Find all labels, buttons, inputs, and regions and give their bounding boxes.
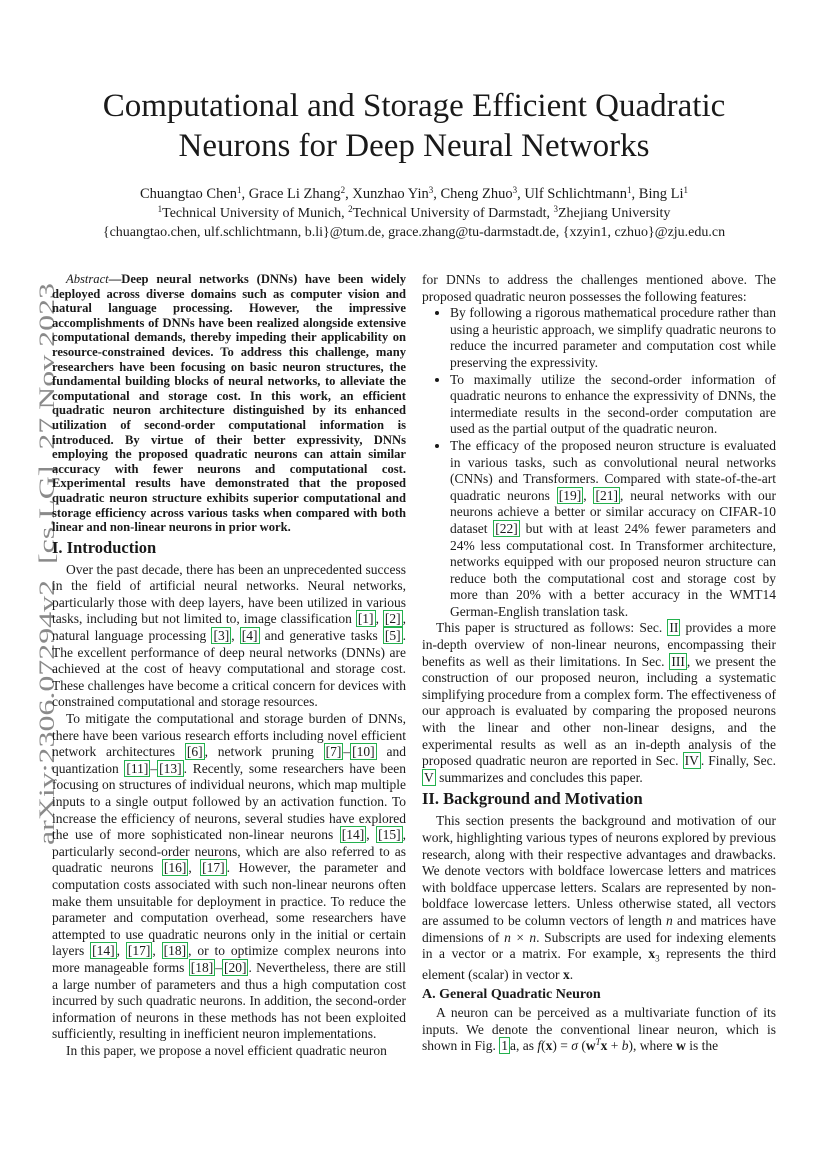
citation-link[interactable]: [2] <box>384 611 401 627</box>
author-separator: , <box>433 186 441 202</box>
text-run: The efficacy of the proposed neuron structure is evaluated in various tasks, such as convolutional neural networks (CNNs) and Transformers. Compared with state-of-the-art quadratic neurons <box>450 437 776 503</box>
citation-link[interactable]: [7] <box>325 744 342 760</box>
author-separator: , <box>517 186 525 202</box>
feature-bullet <box>450 305 776 371</box>
text-run: ) = <box>552 1038 572 1054</box>
text-run: , we present the construction of our proposed neuron, including a systematic simplifying procedure from a complex form. The effectiveness of our approach is evaluated by comparing the proposed neurons with the linear and other non-linear designs, and the experimental results as well as an in-depth analysis of the proposed quadratic neuron are reported in Sec. <box>422 653 776 769</box>
general-quadratic-neuron-paragraph <box>422 1005 776 1055</box>
introduction-body <box>52 562 406 1060</box>
text-run: , natural language processing <box>52 611 407 644</box>
arxiv-stamp-text: arXiv:2306.07294v2 [cs.LG] 27 Nov 2023 <box>34 448 59 845</box>
text-run: and quantization <box>52 744 406 776</box>
affiliation-name: Zhejiang University <box>557 206 671 221</box>
text-run: To maximally utilize the second-order information of quadratic neurons to enhance the expressivity of DNNs, the intermediate results in the second-order computation are used as the partial output of the quadratic neuron. <box>450 371 776 437</box>
affiliation-separator: , <box>341 206 349 221</box>
affiliation-separator: , <box>546 206 554 221</box>
citation-link[interactable]: II <box>669 620 679 636</box>
text-run: . Recently, some researchers have been focusing on structures of individual neurons, which map multiple inputs to a single output followed by an activation function. To increase the efficiency of neurons, several studies have explored the use of more sophisticated non-linear neurons <box>52 760 406 843</box>
citation-link[interactable]: [21] <box>595 487 618 503</box>
text-run: a, as <box>510 1038 538 1054</box>
author-affiliation-mark: 1 <box>627 185 632 195</box>
text-run: Over the past decade, there has been an unprecedented success in the field of artificial neural networks. Neural networks, particularly those with deep layers, have been utilized in various tasks, including but not limited to, image classification <box>52 561 406 627</box>
citation-link[interactable]: [17] <box>202 860 225 876</box>
abstract-text: —Deep neural networks (DNNs) have been widely deployed across diverse domains such as computer vision and natural language processing. However, the impressive accomplishments of DNNs have been realized alongside extensive computational demands, thereby impeding their applicability on resource-constrained devices. To address this challenge, many researchers have been focusing on basic neuron structures, the fundamental building blocks of neural networks, to alleviate the computational and storage cost. In this work, an efficient quadratic neuron architecture distinguished by its enhanced utilization of second-order computational information is introduced. By virtue of their better expressivity, DNNs employing the proposed quadratic neurons can attain similar accuracy with fewer neurons and computational cost. Experimental results have demonstrated that the proposed quadratic neuron structure exhibits superior computational and storage efficiency across various tasks when compared with both linear and non-linear neurons in prior work. <box>52 272 406 535</box>
citation-link[interactable]: [20] <box>223 959 247 975</box>
citation-link[interactable]: [16] <box>163 860 187 876</box>
section-heading-background: II. Background and Motivation <box>422 789 643 809</box>
citation-link[interactable]: [19] <box>558 487 582 503</box>
text-run: . <box>569 967 574 983</box>
author-separator: , <box>241 186 249 202</box>
author-affiliation-mark: 3 <box>428 185 434 195</box>
author-affiliation-mark: 3 <box>512 185 518 195</box>
author-affiliation-mark: 1 <box>683 185 688 195</box>
text-run: , <box>366 827 377 843</box>
math-subscript: 3 <box>655 953 660 964</box>
citation-link[interactable]: [18] <box>163 943 187 959</box>
citation-link[interactable]: [22] <box>495 520 518 536</box>
math-vector: x <box>600 1038 608 1054</box>
paper-title <box>60 86 768 166</box>
affiliation-name: Technical University of Darmstadt <box>352 206 547 221</box>
math-symbol: n × n <box>504 929 537 945</box>
math-symbol: σ <box>571 1038 578 1054</box>
math-vector: x <box>545 1038 553 1054</box>
text-run: ( <box>577 1038 586 1054</box>
text-run: . However, the parameter and computation costs associated with such non-linear neurons often make them unsuitable for deployment in practice. To reduce the parameter and computation overhead, some researchers have attempted to use quadratic neurons only in the initial or certain layers <box>52 860 406 959</box>
math-symbol: b <box>621 1038 629 1054</box>
citation-link[interactable]: [6] <box>186 744 203 760</box>
math-symbol: f <box>537 1038 542 1054</box>
abstract <box>52 272 406 535</box>
citation-link[interactable]: [14] <box>92 943 115 959</box>
affiliation-mark: 1 <box>157 204 163 214</box>
author-name: Bing Li <box>638 186 684 202</box>
citation-link[interactable]: [10] <box>352 744 375 760</box>
text-run: + <box>607 1038 622 1054</box>
text-run: By following a rigorous mathematical procedure rather than using a heuristic approach, we simplify quadratic neurons to reduce the incurred parameter and computation cost while preserving the expressivity. <box>450 305 776 370</box>
text-run: ( <box>541 1038 546 1054</box>
subsection-heading-general-quadratic-neuron: A. General Quadratic Neuron <box>422 987 601 1003</box>
text-run: – <box>343 744 351 760</box>
citation-link[interactable]: [5] <box>384 628 401 644</box>
body-paragraph <box>52 1043 406 1060</box>
author-name: Xunzhao Yin <box>352 186 429 202</box>
math-vector: w <box>676 1038 686 1054</box>
text-run: provides a more in-depth overview of non-linear neurons, encompassing their benefits as well as their limitations. In Sec. <box>422 620 776 669</box>
body-paragraph <box>52 562 406 711</box>
intro-continuation: for DNNs to address the challenges mentioned above. The proposed quadratic neuron possesses the following features: <box>422 272 776 304</box>
author-separator: , <box>345 186 353 202</box>
text-run: represents the third element (scalar) in vector <box>422 946 777 983</box>
author-affiliation-mark: 2 <box>340 185 346 195</box>
text-run: is the <box>685 1038 719 1054</box>
citation-link[interactable]: [1] <box>357 611 374 627</box>
email-list: {chuangtao.chen, ulf.schlichtmann, b.li}@tum.de, grace.zhang@tu-darmstadt.de, {xzyin1, czhuo}@zju.edu.cn <box>102 225 726 240</box>
author-name: Chuangtao Chen <box>139 186 238 202</box>
left-column <box>52 272 406 1060</box>
citation-link[interactable]: [15] <box>378 827 401 843</box>
citation-link[interactable]: [4] <box>241 628 258 644</box>
citation-link[interactable]: III <box>671 653 685 669</box>
math-vector: x <box>648 946 656 962</box>
text-run: . Subscripts are used for indexing elements in a vector or a matrix. For example, <box>422 929 776 962</box>
citation-link[interactable]: [3] <box>213 628 230 644</box>
citation-link[interactable]: [13] <box>159 760 182 776</box>
text-run: . Nevertheless, there are still a large number of parameters and thus a high computation cost incurred by such quadratic neurons. In addition, the second-order information of neurons in these methods has not been exploited sufficiently, resulting in inefficient neuron implementations. <box>52 959 406 1042</box>
affiliation-list <box>60 204 768 223</box>
citation-link[interactable]: 1 <box>501 1038 509 1054</box>
author-name: Grace Li Zhang <box>248 186 341 202</box>
feature-list <box>422 305 776 620</box>
citation-link[interactable]: V <box>424 769 434 785</box>
feature-bullet <box>450 438 776 621</box>
text-run: , <box>152 943 162 959</box>
author-affiliation-mark: 1 <box>237 185 242 195</box>
text-run: and matrices have dimensions of <box>422 912 777 945</box>
text-run: but with at least 24% fewer parameters and 24% less computational cost. In Transformer architecture, networks equipped with our proposed neuron structure can reduce both the computational cost and storage cost by more than 20% with a better accuracy in the WMT14 German-English translation task. <box>450 520 776 619</box>
math-symbol: n <box>666 912 673 928</box>
text-run: , <box>116 943 126 959</box>
text-run: ), where <box>628 1038 677 1054</box>
author-name: Ulf Schlichtmann <box>524 186 628 202</box>
abstract-label: Abstract <box>66 272 109 286</box>
right-column <box>422 272 776 1055</box>
text-run: – <box>150 760 158 776</box>
math-vector: w <box>585 1038 596 1054</box>
text-run: This paper is structured as follows: Sec. <box>436 620 668 636</box>
section-heading-introduction: I. Introduction <box>52 537 157 557</box>
text-run: , <box>188 860 201 876</box>
text-run: A neuron can be perceived as a multivariate function of its inputs. We denote the conventional linear neuron, which is shown in Fig. <box>422 1005 776 1054</box>
text-run: , particularly second-order neurons, which are also referred to as quadratic neurons <box>52 827 406 876</box>
affiliation-mark: 3 <box>553 204 558 214</box>
math-vector: x <box>562 967 570 983</box>
citation-link[interactable]: [18] <box>190 959 214 975</box>
author-separator: , <box>631 186 639 202</box>
math-superscript: T <box>595 1037 601 1048</box>
text-run: summarizes and concludes this paper. <box>435 769 643 785</box>
feature-bullet <box>450 372 776 438</box>
affiliation-name: Technical University of Munich <box>162 206 342 221</box>
text-run: – <box>215 959 222 975</box>
text-run: , or to optimize complex neurons into more manageable forms <box>52 943 407 975</box>
body-paragraph <box>52 711 406 1043</box>
author-name: Cheng Zhuo <box>440 186 513 202</box>
text-run: This section presents the background and motivation of our work, highlighting various types of neurons explored by previous research, along with their respective advantages and drawbacks. We denote vectors with boldface lowercase letters and matrices with boldface uppercase letters. Scalars are represented by non-boldface lowercase letters. Unless otherwise stated, all vectors are assumed to be column vectors of length <box>422 813 776 928</box>
citation-link[interactable]: [14] <box>341 827 365 843</box>
background-paragraph <box>422 813 776 984</box>
citation-link[interactable]: IV <box>684 753 699 769</box>
text-run: , network pruning <box>204 744 324 760</box>
author-list <box>60 184 768 204</box>
citation-link[interactable]: [17] <box>127 943 151 959</box>
text-run: In this paper, we propose a novel efficient quadratic neuron <box>66 1042 387 1058</box>
text-run: , <box>375 611 383 627</box>
affiliation-mark: 2 <box>348 204 353 214</box>
title-line-2: Neurons for Deep Neural Networks <box>178 128 650 164</box>
text-run: To mitigate the computational and storage burden of DNNs, there have been various research efforts including novel efficient network architectures <box>52 711 406 760</box>
text-run: , neural networks with our neurons achieve a better or similar accuracy on CIFAR-10 dataset <box>450 487 777 536</box>
citation-link[interactable]: [11] <box>126 760 149 776</box>
text-run: . The excellent performance of deep neural networks (DNNs) are achieved at the cost of heavy computational and storage cost. These challenges have become a critical concern for devices with constrained computational and storage resources. <box>52 628 406 710</box>
paper-structure-paragraph <box>422 620 776 786</box>
text-run: and generative tasks <box>259 628 383 644</box>
text-run: , <box>231 628 240 644</box>
title-line-1: Computational and Storage Efficient Quadratic <box>102 88 726 124</box>
text-run: , <box>583 487 594 503</box>
text-run: . Finally, Sec. <box>700 753 776 769</box>
